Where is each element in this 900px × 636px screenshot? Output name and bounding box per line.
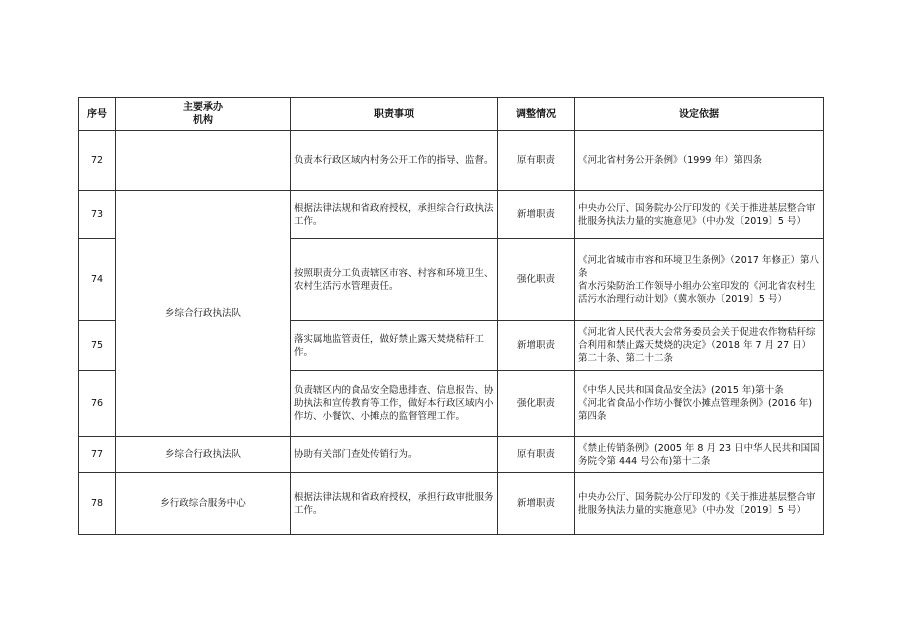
row-basis — [575, 191, 824, 239]
row-seq: 72 — [79, 131, 116, 191]
row-basis — [575, 473, 824, 535]
basis-line: 省水污染防治工作领导小组办公室印发的《河北省农村生活污水治理行动计划》（冀水领办〔2019〕5 号） — [578, 280, 816, 305]
basis-line: 中央办公厅、国务院办公厅印发的《关于推进基层整合审批服务执法力量的实施意见》（中办发〔2019〕5 号） — [578, 491, 816, 516]
row-duties: 负责本行政区域内村务公开工作的指导、监督。 — [291, 131, 498, 191]
row-adjustment: 新增职责 — [498, 473, 575, 535]
row-basis — [575, 321, 824, 371]
row-adjustment: 强化职责 — [498, 371, 575, 437]
table-row — [79, 473, 824, 535]
row-duties: 根据法律法规和省政府授权，承担综合行政执法工作。 — [291, 191, 498, 239]
row-org-merged: 乡综合行政执法队 — [116, 191, 291, 437]
row-duties: 落实属地监管责任，做好禁止露天焚烧秸秆工作。 — [291, 321, 498, 371]
row-basis — [575, 437, 824, 473]
basis-line: 《中华人民共和国食品安全法》(2015 年)第十条 — [578, 385, 784, 396]
header-org — [116, 98, 291, 131]
table-row — [79, 191, 824, 239]
basis-line: 《河北省村务公开条例》（1999 年）第四条 — [578, 155, 762, 166]
duty-table — [78, 97, 824, 535]
row-seq: 73 — [79, 191, 116, 239]
row-org — [116, 131, 291, 191]
header-org-line1: 主要承办 — [183, 102, 223, 113]
row-duties: 按照职责分工负责辖区市容、村容和环境卫生、农村生活污水管理责任。 — [291, 239, 498, 321]
row-duties: 负责辖区内的食品安全隐患排查、信息报告、协助执法和宣传教育等工作，做好本行政区域内小作坊、小餐饮、小摊点的监督管理工作。 — [291, 371, 498, 437]
header-row — [79, 98, 824, 131]
basis-line: 《河北省食品小作坊小餐饮小摊点管理条例》(2016 年)第四条 — [578, 398, 813, 422]
row-org: 乡综合行政执法队 — [116, 437, 291, 473]
row-seq: 78 — [79, 473, 116, 535]
table-row — [79, 131, 824, 191]
row-basis — [575, 131, 824, 191]
basis-line: 《河北省城市市容和环境卫生条例》（2017 年修正）第八条 — [578, 254, 819, 279]
row-basis — [575, 239, 824, 321]
basis-line: 《河北省人民代表大会常务委员会关于促进农作物秸秆综合利用和禁止露天焚烧的决定》（2018 年 7 月 27 日）第二十条、第二十二条 — [578, 327, 816, 364]
basis-line: 《禁止传销条例》(2005 年 8 月 23 日中华人民共和国国务院令第 444 号公布)第十二条 — [578, 442, 820, 467]
row-duties: 根据法律法规和省政府授权，承担行政审批服务工作。 — [291, 473, 498, 535]
table-row — [79, 437, 824, 473]
basis-line: 中央办公厅、国务院办公厅印发的《关于推进基层整合审批服务执法力量的实施意见》（中办发〔2019〕5 号） — [578, 202, 816, 227]
row-seq: 77 — [79, 437, 116, 473]
header-org-line2: 机构 — [193, 115, 213, 126]
header-seq: 序号 — [79, 98, 116, 131]
row-duties: 协助有关部门查处传销行为。 — [291, 437, 498, 473]
row-org: 乡行政综合服务中心 — [116, 473, 291, 535]
row-adjustment: 原有职责 — [498, 437, 575, 473]
header-adjustment: 调整情况 — [498, 98, 575, 131]
row-seq: 74 — [79, 239, 116, 321]
row-seq: 76 — [79, 371, 116, 437]
header-duties: 职责事项 — [291, 98, 498, 131]
row-adjustment: 新增职责 — [498, 321, 575, 371]
header-basis: 设定依据 — [575, 98, 824, 131]
row-adjustment: 原有职责 — [498, 131, 575, 191]
row-seq: 75 — [79, 321, 116, 371]
row-adjustment: 强化职责 — [498, 239, 575, 321]
row-basis — [575, 371, 824, 437]
row-adjustment: 新增职责 — [498, 191, 575, 239]
